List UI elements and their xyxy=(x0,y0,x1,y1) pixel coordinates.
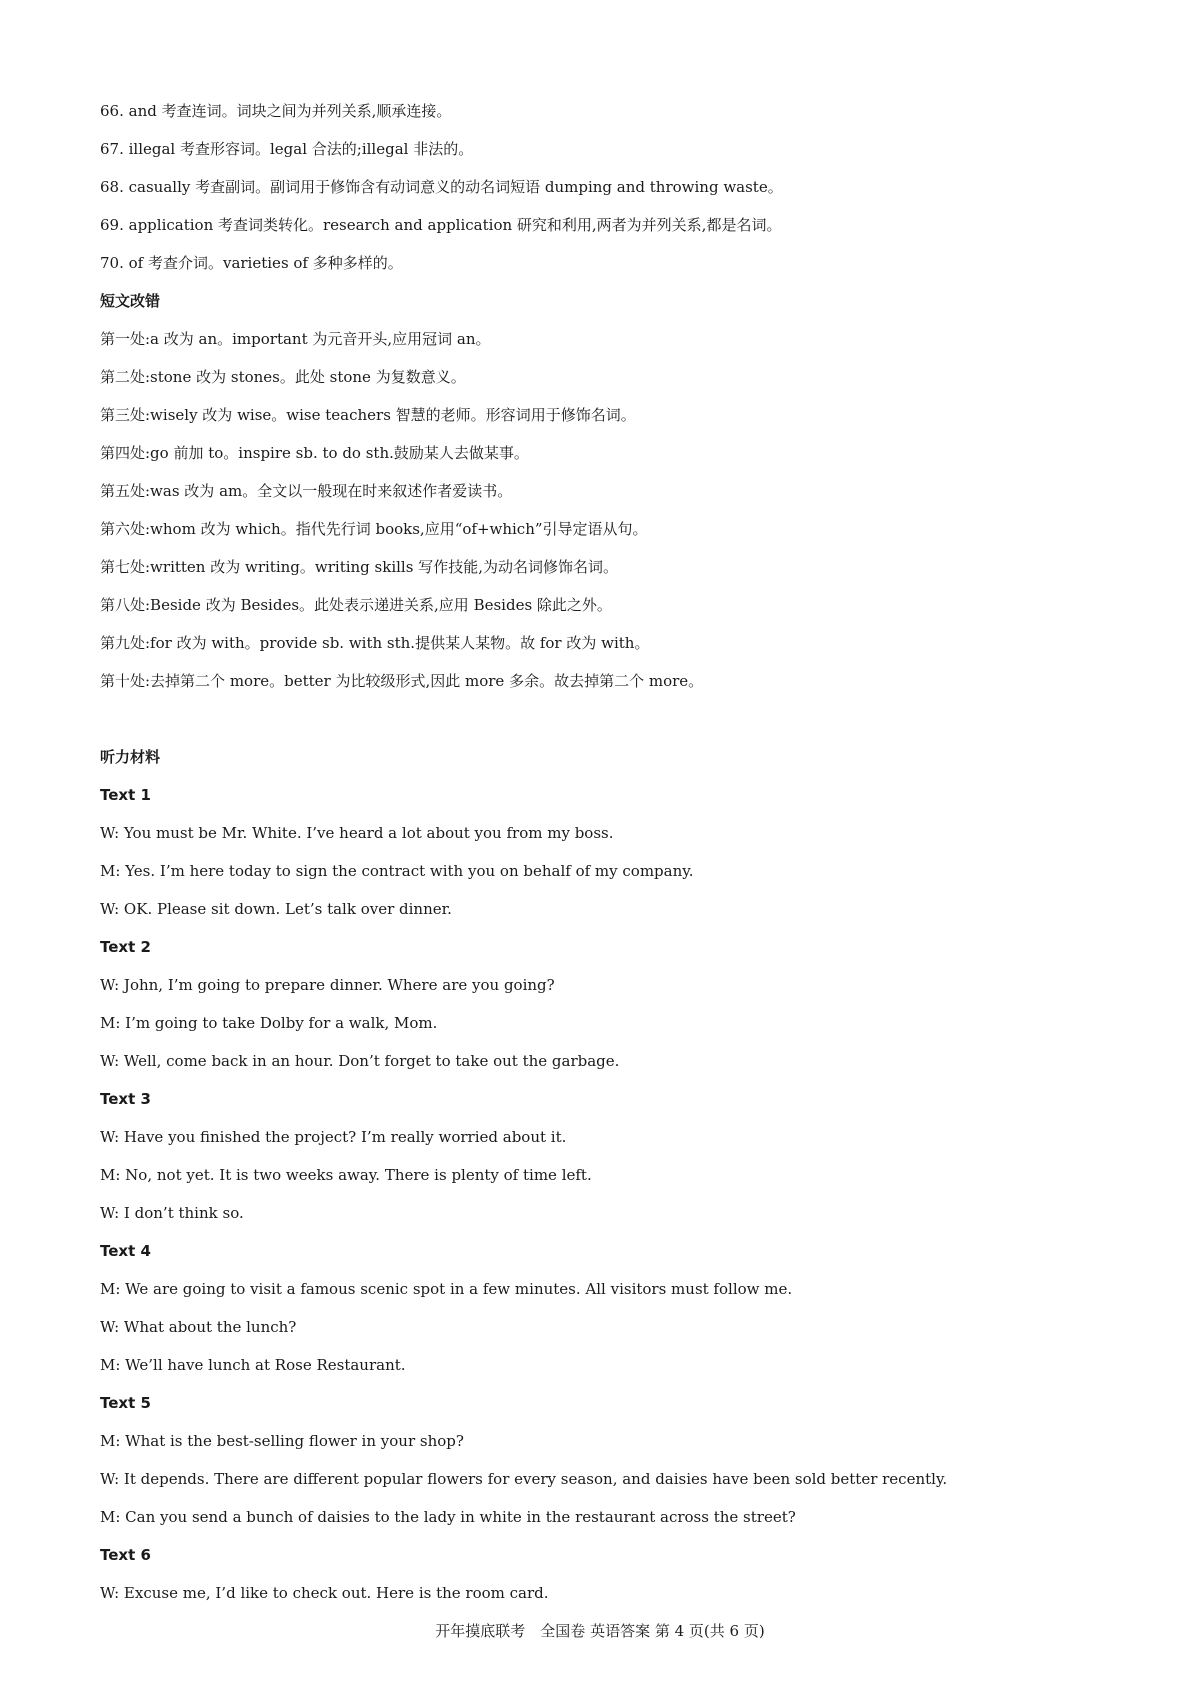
dialogue-line: M: I’m going to take Dolby for a walk, Mom. xyxy=(100,1014,438,1032)
text-label: Text 3 xyxy=(100,1090,151,1108)
text-label: Text 4 xyxy=(100,1242,151,1260)
dialogue-line: M: Yes. I’m here today to sign the contract with you on behalf of my company. xyxy=(100,862,694,880)
section-heading-listening: 听力材料 xyxy=(100,748,161,766)
correction-item: 第一处:a 改为 an。important 为元音开头,应用冠词 an。 xyxy=(100,330,491,348)
correction-item: 第九处:for 改为 with。provide sb. with sth.提供某人某物。故 for 改为 with。 xyxy=(100,634,650,652)
dialogue-line: M: Can you send a bunch of daisies to the lady in white in the restaurant across the street? xyxy=(100,1508,796,1526)
page-footer: 开年摸底联考 全国卷 英语答案 第 4 页(共 6 页) xyxy=(435,1622,765,1640)
dialogue-line: W: OK. Please sit down. Let’s talk over dinner. xyxy=(100,900,452,918)
answer-line: 67. illegal 考查形容词。legal 合法的;illegal 非法的。 xyxy=(100,140,474,158)
answer-line: 66. and 考查连词。词块之间为并列关系,顺承连接。 xyxy=(100,102,452,120)
correction-item: 第七处:written 改为 writing。writing skills 写作技能,为动名词修饰名词。 xyxy=(100,558,618,576)
dialogue-line: M: We are going to visit a famous scenic spot in a few minutes. All visitors must follow me. xyxy=(100,1280,793,1298)
dialogue-line: W: I don’t think so. xyxy=(100,1204,244,1222)
answer-line: 68. casually 考查副词。副词用于修饰含有动词意义的动名词短语 dumping and throwing waste。 xyxy=(100,178,783,196)
dialogue-line: W: You must be Mr. White. I’ve heard a lot about you from my boss. xyxy=(100,824,614,842)
correction-item: 第四处:go 前加 to。inspire sb. to do sth.鼓励某人去做某事。 xyxy=(100,444,529,462)
answer-line: 70. of 考查介词。varieties of 多种多样的。 xyxy=(100,254,403,272)
correction-item: 第十处:去掉第二个 more。better 为比较级形式,因此 more 多余。故去掉第二个 more。 xyxy=(100,672,704,690)
section-spacer xyxy=(100,700,1120,738)
dialogue-line: W: Excuse me, I’d like to check out. Here is the room card. xyxy=(100,1584,549,1602)
text-label: Text 5 xyxy=(100,1394,151,1412)
dialogue-line: W: John, I’m going to prepare dinner. Where are you going? xyxy=(100,976,555,994)
correction-item: 第五处:was 改为 am。全文以一般现在时来叙述作者爱读书。 xyxy=(100,482,513,500)
dialogue-line: M: We’ll have lunch at Rose Restaurant. xyxy=(100,1356,406,1374)
text-label: Text 1 xyxy=(100,786,151,804)
text-label: Text 6 xyxy=(100,1546,151,1564)
section-heading-correction: 短文改错 xyxy=(100,292,161,310)
correction-item: 第二处:stone 改为 stones。此处 stone 为复数意义。 xyxy=(100,368,466,386)
dialogue-line: M: No, not yet. It is two weeks away. There is plenty of time left. xyxy=(100,1166,592,1184)
text-label: Text 2 xyxy=(100,938,151,956)
answer-line: 69. application 考查词类转化。research and application 研究和利用,两者为并列关系,都是名词。 xyxy=(100,216,782,234)
dialogue-line: W: It depends. There are different popular flowers for every season, and daisies have been sold better recently. xyxy=(100,1470,948,1488)
correction-item: 第六处:whom 改为 which。指代先行词 books,应用“of+which”引导定语从句。 xyxy=(100,520,648,538)
document-body xyxy=(100,92,1120,1612)
correction-item: 第八处:Beside 改为 Besides。此处表示递进关系,应用 Besides 除此之外。 xyxy=(100,596,612,614)
correction-item: 第三处:wisely 改为 wise。wise teachers 智慧的老师。形容词用于修饰名词。 xyxy=(100,406,636,424)
dialogue-line: M: What is the best-selling flower in your shop? xyxy=(100,1432,464,1450)
dialogue-line: W: Well, come back in an hour. Don’t forget to take out the garbage. xyxy=(100,1052,620,1070)
dialogue-line: W: Have you finished the project? I’m really worried about it. xyxy=(100,1128,567,1146)
dialogue-line: W: What about the lunch? xyxy=(100,1318,297,1336)
